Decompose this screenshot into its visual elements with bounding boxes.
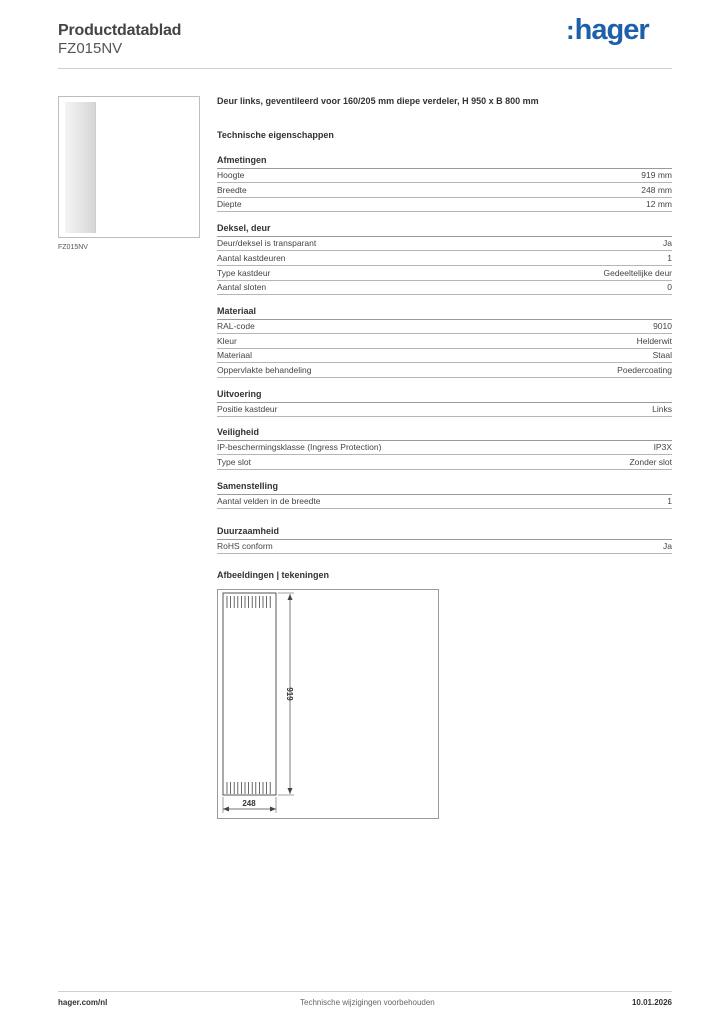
section-title: Uitvoering [217,388,262,399]
footer-note: Technische wijzigingen voorbehouden [300,998,435,1007]
top-vent-slots [227,596,270,608]
footer-website[interactable]: hager.com/nl [58,998,108,1007]
spec-row [217,169,672,183]
spec-value: 12 mm [646,199,672,210]
section-title: Veiligheid [217,427,260,438]
spec-key: RAL-code [217,320,255,331]
spec-value: Helderwit [636,335,672,346]
spec-key: Type kastdeur [217,267,271,278]
spec-row [217,335,672,349]
spec-key: Type slot [217,457,252,468]
drawings-heading: Afbeeldingen | tekeningen [217,570,330,580]
spec-value: 9010 [653,320,672,331]
spec-row [217,281,672,295]
spec-value: 1 [667,252,672,263]
spec-key: IP-beschermingsklasse (Ingress Protection) [217,442,382,453]
spec-value: Staal [652,350,672,361]
bottom-vent-slots [227,782,270,794]
photo-caption: FZ015NV [58,244,88,251]
page-title: Productdatablad [58,22,182,39]
section-title: Samenstelling [217,480,279,491]
spec-key: Aantal sloten [217,282,267,293]
section-title: Duurzaamheid [217,525,280,536]
spec-row [217,540,672,554]
spec-row [217,349,672,363]
footer-date: 10.01.2026 [631,998,672,1007]
spec-key: Materiaal [217,350,252,361]
logo-text: hager [574,14,649,46]
header-divider [58,68,672,69]
height-label: 919 [285,687,294,701]
door-panel-image [65,102,96,233]
spec-value: Links [652,403,672,414]
spec-value: 248 mm [641,184,672,195]
spec-value: Ja [663,238,672,249]
footer-divider [58,991,672,992]
spec-row [217,441,672,455]
spec-value: 1 [667,495,672,506]
spec-key: Positie kastdeur [217,403,278,414]
product-description: Deur links, geventileerd voor 160/205 mm diepe verdeler, H 950 x B 800 mm [217,96,539,106]
spec-value: Ja [663,540,672,551]
spec-key: Aantal velden in de breedte [217,495,321,506]
spec-row [217,198,672,212]
spec-row [217,237,672,251]
spec-value: Gedeeltelijke deur [603,267,672,278]
spec-row [217,456,672,470]
spec-value: Zonder slot [629,457,672,468]
technical-properties-heading: Technische eigenschappen [217,130,334,140]
section-title: Afmetingen [217,155,267,165]
spec-key: RoHS conform [217,540,273,551]
spec-key: Aantal kastdeuren [217,252,286,263]
width-arrow-left [223,807,229,812]
spec-key: Kleur [217,335,237,346]
door-outline [223,593,276,795]
spec-row [217,184,672,198]
hager-logo: :hager [566,14,649,46]
product-code: FZ015NV [58,40,123,57]
spec-key: Hoogte [217,170,245,180]
spec-key: Breedte [217,184,247,195]
spec-value: IP3X [653,442,672,453]
dimension-drawing [218,590,440,820]
spec-row [217,320,672,334]
width-label: 248 [242,799,256,808]
spec-key: Deur/deksel is transparant [217,238,317,249]
section-title: Materiaal [217,305,257,316]
height-arrow-bottom [288,788,293,794]
technical-drawing [217,589,439,819]
spec-row [217,403,672,417]
spec-value: 0 [667,282,672,293]
spec-row [217,252,672,266]
spec-value: Poedercoating [617,365,672,375]
spec-key: Diepte [217,199,242,210]
spec-row [217,267,672,281]
spec-key: Oppervlakte behandeling [217,365,312,375]
width-arrow-right [270,807,276,812]
height-arrow-top [288,594,293,600]
spec-value: 919 mm [641,170,672,180]
spec-row [217,364,672,378]
product-photo [58,96,200,238]
spec-row [217,495,672,509]
section-title: Deksel, deur [217,223,271,234]
